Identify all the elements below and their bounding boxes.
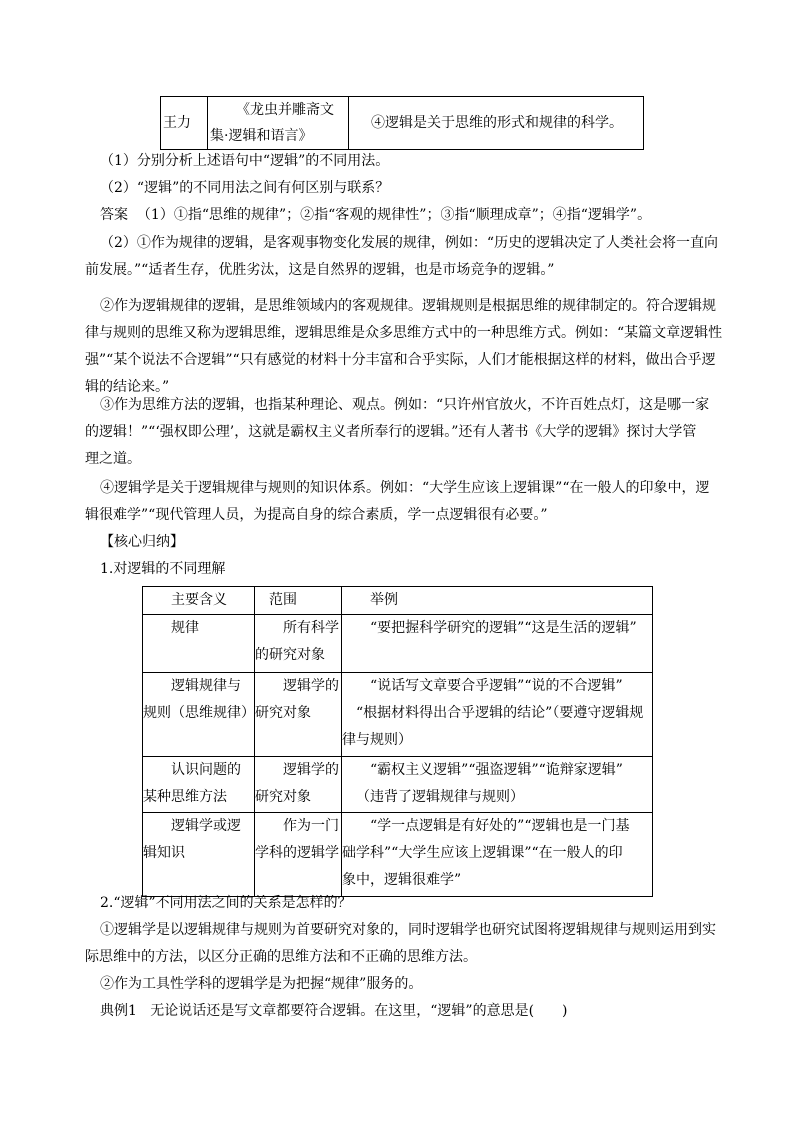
meaning-cell: 逻辑学或逻 辑知识 — [143, 813, 255, 897]
answer-p3-line: 律与规则的思维又称为逻辑思维，逻辑思维是众多思维方式中的一种思维方式。例如：“某篇文章逻辑性 — [85, 325, 723, 341]
table-row — [143, 615, 653, 673]
answer-part1 — [100, 205, 651, 225]
quote-cell: ④逻辑是关于思维的形式和规律的科学。 — [349, 97, 644, 150]
section2-title: 2.“逻辑”不同用法之间的关系是怎样的？ — [100, 895, 352, 911]
answer-p3-line: 辑的结论来。” — [85, 379, 170, 395]
table-header-row — [143, 587, 653, 615]
answer-p4-line: 理之道。 — [85, 451, 141, 467]
table-row — [143, 673, 653, 757]
table-row — [143, 813, 653, 897]
scope-cell: 作为一门 学科的逻辑学 — [255, 813, 342, 897]
author-cell: 王力 — [161, 97, 208, 150]
header-examples: 举例 — [342, 587, 653, 615]
meaning-cell: 规律 — [143, 615, 255, 673]
answer-p4-line: 的逻辑！”“‘强权即公理’，这就是霸权主义者所奉行的逻辑。”还有人著书《大学的逻辑》探讨大学管 — [85, 424, 697, 440]
example-label: 典例1 — [100, 1003, 137, 1019]
header-meaning: 主要含义 — [143, 587, 255, 615]
summary-heading: 【核心归纳】 — [100, 534, 184, 550]
answer-part1-text: （1）①指“思维的规律”；②指“客观的规律性”；③指“顺理成章”；④指“逻辑学”。 — [136, 207, 652, 223]
question-1: （1）分别分析上述语句中“逻辑”的不同用法。 — [100, 153, 390, 169]
section1-title: 1.对逻辑的不同理解 — [100, 561, 226, 577]
scope-cell: 逻辑学的 研究对象 — [255, 757, 342, 813]
answer-p2-line: 前发展。”“适者生存，优胜劣汰，这是自然界的逻辑，也是市场竞争的逻辑。” — [85, 262, 555, 278]
source-cell: 《龙虫并雕斋文 集·逻辑和语言》 — [208, 97, 349, 150]
scope-cell: 逻辑学的 研究对象 — [255, 673, 342, 757]
logic-meanings-table — [142, 586, 653, 897]
meaning-cell: 认识问题的 某种思维方法 — [143, 757, 255, 813]
examples-cell: “霸权主义逻辑”“强盗逻辑”“诡辩家逻辑” （违背了逻辑规律与规则） — [342, 757, 653, 813]
relation-p1-line: ①逻辑学是以逻辑规律与规则为首要研究对象的，同时逻辑学也研究试图将逻辑规律与规则运用到实 — [100, 922, 716, 938]
answer-p2-line: （2）①作为规律的逻辑，是客观事物变化发展的规律，例如：“历史的逻辑决定了人类社会将一直向 — [100, 235, 719, 251]
scope-cell: 所有科学 的研究对象 — [255, 615, 342, 673]
header-scope: 范围 — [255, 587, 342, 615]
examples-cell: “说话写文章要合乎逻辑”“说的不合逻辑” “根据材料得出合乎逻辑的结论”（要遵守逻辑规 律与规则） — [342, 673, 653, 757]
answer-p4-line: ③作为思维方法的逻辑，也指某种理论、观点。例如：“只许州官放火，不许百姓点灯，这是哪一家 — [100, 397, 710, 413]
answer-p3-line: 强”“某个说法不合逻辑”“只有感觉的材料十分丰富和合乎实际，人们才能根据这样的材料，做出合乎逻 — [85, 352, 716, 368]
answer-p5-line: 辑很难学”“现代管理人员，为提高自身的综合素质，学一点逻辑很有必要。” — [85, 507, 548, 523]
answer-label: 答案 — [100, 207, 128, 223]
source-table — [160, 96, 644, 150]
examples-cell: “要把握科学研究的逻辑”“这是生活的逻辑” — [342, 615, 653, 673]
question-2: （2）“逻辑”的不同用法之间有何区别与联系？ — [100, 180, 390, 196]
table-row — [143, 757, 653, 813]
relation-p1-line: 际思维中的方法，以区分正确的思维方法和不正确的思维方法。 — [85, 949, 477, 965]
answer-p3-line: ②作为逻辑规律的逻辑，是思维领域内的客观规律。逻辑规则是根据思维的规律制定的。符合逻辑规 — [100, 298, 716, 314]
meaning-cell: 逻辑规律与 规则（思维规律） — [143, 673, 255, 757]
answer-p5-line: ④逻辑学是关于逻辑规律与规则的知识体系。例如：“大学生应该上逻辑课”“在一般人的印象中，逻 — [100, 480, 710, 496]
example-1 — [100, 1001, 568, 1021]
example-text: 无论说话还是写文章都要符合逻辑。在这里，“逻辑”的意思是( ) — [150, 1003, 568, 1019]
examples-cell: “学一点逻辑是有好处的”“逻辑也是一门基 础学科”“大学生应该上逻辑课”“在一般人的印 象中，逻辑很难学” — [342, 813, 653, 897]
relation-p2: ②作为工具性学科的逻辑学是为把握“规律”服务的。 — [100, 976, 423, 992]
